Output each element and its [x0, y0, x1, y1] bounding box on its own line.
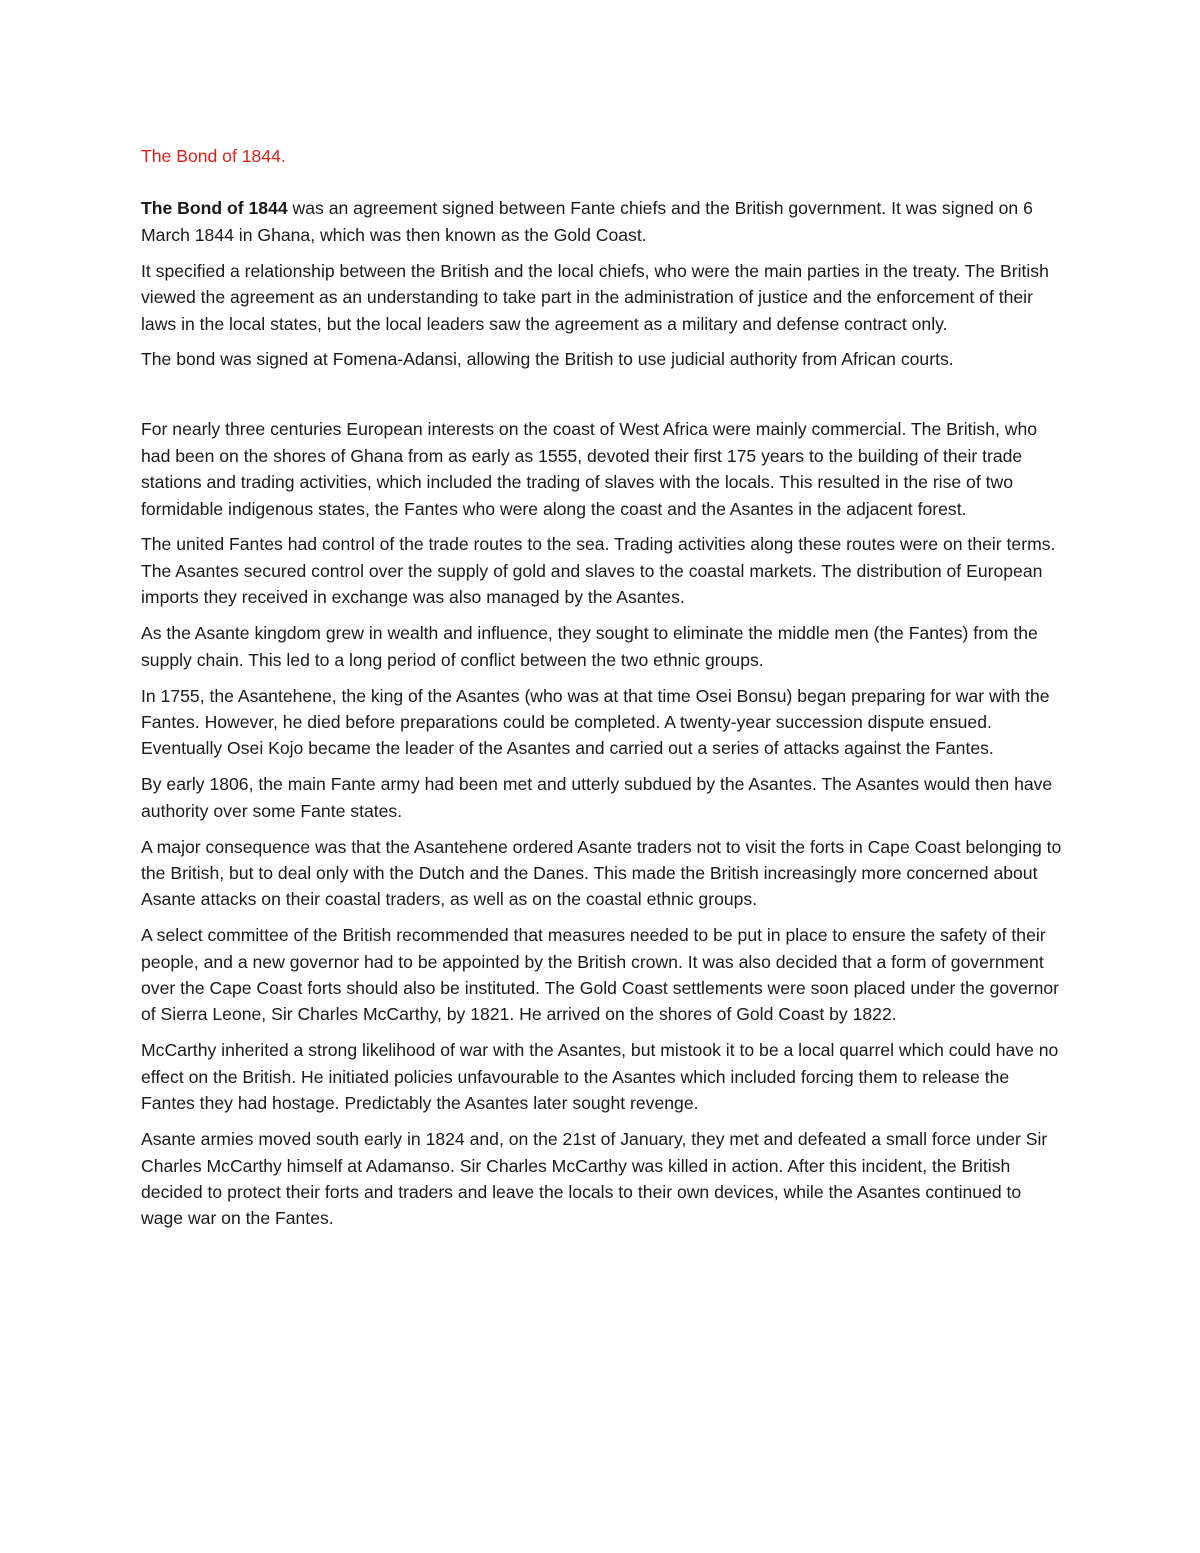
paragraph: In 1755, the Asantehene, the king of the Asantes (who was at that time Osei Bonsu) began preparing for war with the Fantes. However, he died before preparations could be completed. A twenty-year succession dispute ensued. Eventually Osei Kojo became the leader of the Asantes and carried out a series of attacks against the Fantes.: [141, 685, 1050, 759]
paragraph: The united Fantes had control of the trade routes to the sea. Trading activities along these routes were on their terms. The Asantes secured control over the supply of gold and slaves to the coastal markets. The distribution of European imports they received in exchange was also managed by the Asantes.: [141, 534, 1056, 608]
paragraph: A select committee of the British recommended that measures needed to be put in place to ensure the safety of their people, and a new governor had to be appointed by the British crown. It was also decided that a form of government over the Cape Coast forts should also be instituted. The Gold Coast settlements were soon placed under the governor of Sierra Leone, Sir Charles McCarthy, by 1821. He arrived on the shores of Gold Coast by 1822.: [141, 925, 1060, 1025]
paragraph: McCarthy inherited a strong likelihood of war with the Asantes, but mistook it to be a local quarrel which could have no effect on the British. He initiated policies unfavourable to the Asantes which included forcing them to release the Fantes they had hostage. Predictably the Asantes later sought revenge.: [141, 1040, 1059, 1114]
paragraph: Asante armies moved south early in 1824 and, on the 21st of January, they met and defeated a small force under Sir Charles McCarthy himself at Adamanso. Sir Charles McCarthy was killed in action. After this incident, the British decided to protect their forts and traders and leave the locals to their own devices, while the Asantes continued to wage war on the Fantes.: [141, 1129, 1048, 1229]
paragraph: A major consequence was that the Asantehene ordered Asante traders not to visit the forts in Cape Coast belonging to the British, but to deal only with the Dutch and the Danes. This made the British increasingly more concerned about Asante attacks on their coastal traders, as well as on the coastal ethnic groups.: [141, 836, 1062, 910]
paragraph: It specified a relationship between the British and the local chiefs, who were the main parties in the treaty. The British viewed the agreement as an understanding to take part in the administration of justice and the enforcement of their laws in the local states, but the local leaders saw the agreement as a military and defense contract only.: [141, 260, 1049, 334]
paragraph: For nearly three centuries European interests on the coast of West Africa were mainly commercial. The British, who had been on the shores of Ghana from as early as 1555, devoted their first 175 years to the building of their trade stations and trading activities, which included the trading of slaves with the locals. This resulted in the rise of two formidable indigenous states, the Fantes who were along the coast and the Asantes in the adjacent forest.: [141, 419, 1038, 519]
intro-text: was an agreement signed between Fante chiefs and the British government. It was signed on 6 March 1844 in Ghana, which was then known as the Gold Coast.: [141, 198, 1033, 245]
paragraph: By early 1806, the main Fante army had been met and utterly subdued by the Asantes. The Asantes would then have authority over some Fante states.: [141, 774, 1053, 821]
paragraph: The bond was signed at Fomena-Adansi, allowing the British to use judicial authority from African courts.: [141, 349, 954, 370]
document-body: [141, 143, 1065, 1241]
section-spacer: [141, 382, 1065, 416]
paragraph: As the Asante kingdom grew in wealth and influence, they sought to eliminate the middle men (the Fantes) from the supply chain. This led to a long period of conflict between the two ethnic groups.: [141, 623, 1038, 670]
intro-bold-lead: The Bond of 1844: [141, 198, 288, 219]
document-title: The Bond of 1844.: [141, 146, 286, 166]
intro-paragraph: [141, 195, 1065, 248]
